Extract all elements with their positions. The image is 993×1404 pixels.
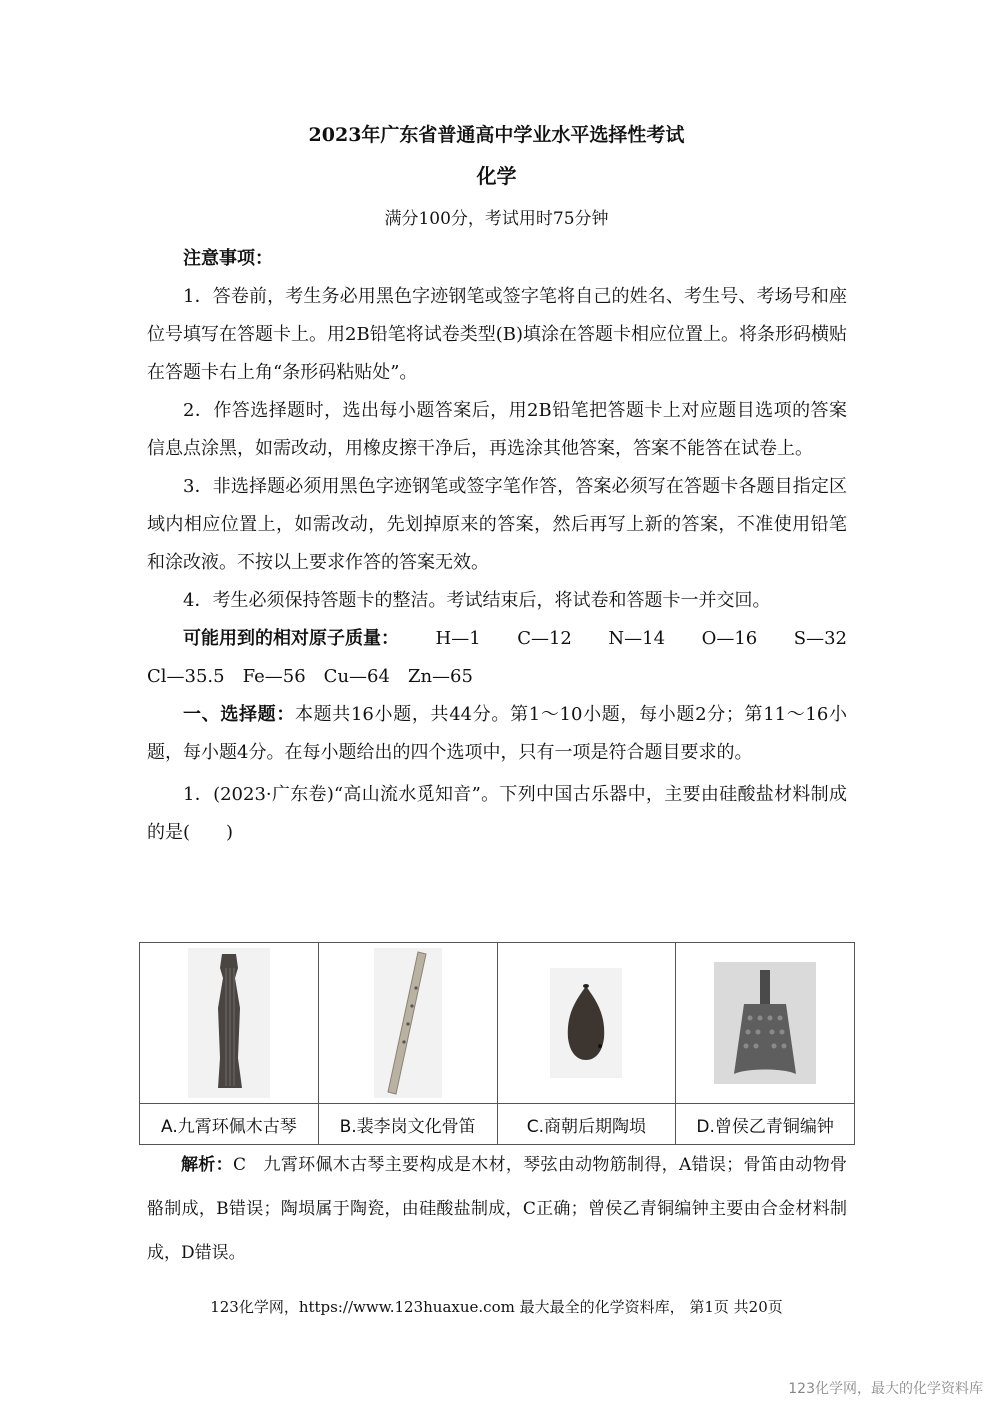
atomic-mass-s: S—32: [793, 628, 847, 649]
exam-meta: 满分100分，考试用时75分钟: [384, 209, 609, 229]
options-table: [139, 942, 855, 1145]
atomic-mass-o: O—16: [701, 628, 758, 649]
page-footer: 123化学网，https://www.123huaxue.com 最大最全的化学资料库， 第1页 共20页: [210, 1298, 783, 1316]
note-item-1: 1．答卷前，考生务必用黑色字迹钢笔或签字笔将自己的姓名、考生号、考场号和座位号填写在答题卡上。用2B铅笔将试卷类型(B)填涂在答题卡相应位置上。将条形码横贴在答题卡右上角“条形码粘贴处”。: [147, 286, 847, 383]
section-intro: [147, 696, 847, 772]
note-item-3: 3．非选择题必须用黑色字迹钢笔或签字笔作答，答案必须写在答题卡各题目指定区域内相应位置上，如需改动，先划掉原来的答案，然后再写上新的答案，不准使用铅笔和涂改液。不按以上要求作答的答案无效。: [147, 476, 847, 573]
analysis-paragraph: [147, 1143, 847, 1275]
exam-body: [147, 240, 847, 852]
notes-heading: 注意事项：: [183, 248, 273, 269]
guqin-icon: [188, 948, 270, 1098]
note-item-4: 4．考生必须保持答题卡的整洁。考试结束后，将试卷和答题卡一并交回。: [183, 590, 771, 611]
watermark-text: 123化学网，最大的化学资料库: [788, 1381, 983, 1397]
option-c-label: C.商朝后期陶埙: [497, 1104, 676, 1145]
bone-flute-icon: [374, 948, 442, 1098]
exam-subject: 化学: [476, 164, 517, 188]
analysis-label: 解析：: [181, 1155, 233, 1175]
note-item-2: 2．作答选择题时，选出每小题答案后，用2B铅笔把答题卡上对应题目选项的答案信息点涂黑，如需改动，用橡皮擦干净后，再选涂其他答案，答案不能答在试卷上。: [147, 400, 847, 459]
atomic-mass-line1: [147, 620, 847, 658]
option-a-label: A.九霄环佩木古琴: [140, 1104, 319, 1145]
atomic-mass-line2: Cl—35.5 Fe—56 Cu—64 Zn—65: [147, 666, 473, 687]
option-a-image-cell: [140, 943, 319, 1104]
section-text: 本题共16小题，共44分。第1～10小题，每小题2分；第11～16小题，每小题4分。在每小题给出的四个选项中，只有一项是符合题目要求的。: [147, 704, 847, 763]
exam-title: 2023年广东省普通高中学业水平选择性考试: [308, 124, 685, 146]
section-heading: 一、选择题：: [183, 704, 295, 725]
bronze-bell-icon: [714, 962, 816, 1084]
option-c-image-cell: [497, 943, 676, 1104]
analysis: [147, 1143, 847, 1275]
analysis-text: C 九霄环佩木古琴主要构成是木材，琴弦由动物筋制得，A错误；骨笛由动物骨骼制成，B错误；陶埙属于陶瓷，由硅酸盐制成，C正确；曾侯乙青铜编钟主要由合金材料制成，D错误。: [147, 1155, 847, 1263]
option-d-label: D.曾侯乙青铜编钟: [676, 1104, 855, 1145]
option-d-image-cell: [676, 943, 855, 1104]
atomic-mass-label: 可能用到的相对原子质量：: [183, 628, 399, 649]
atomic-mass-c: C—12: [517, 628, 572, 649]
atomic-mass-n: N—14: [608, 628, 666, 649]
atomic-mass-h: H—1: [435, 628, 481, 649]
question-1-text: 1．(2023·广东卷)“高山流水觅知音”。下列中国古乐器中，主要由硅酸盐材料制成的是( ): [147, 784, 847, 843]
option-b-image-cell: [318, 943, 497, 1104]
option-b-label: B.裴李岗文化骨笛: [318, 1104, 497, 1145]
pottery-xun-icon: [550, 968, 622, 1078]
